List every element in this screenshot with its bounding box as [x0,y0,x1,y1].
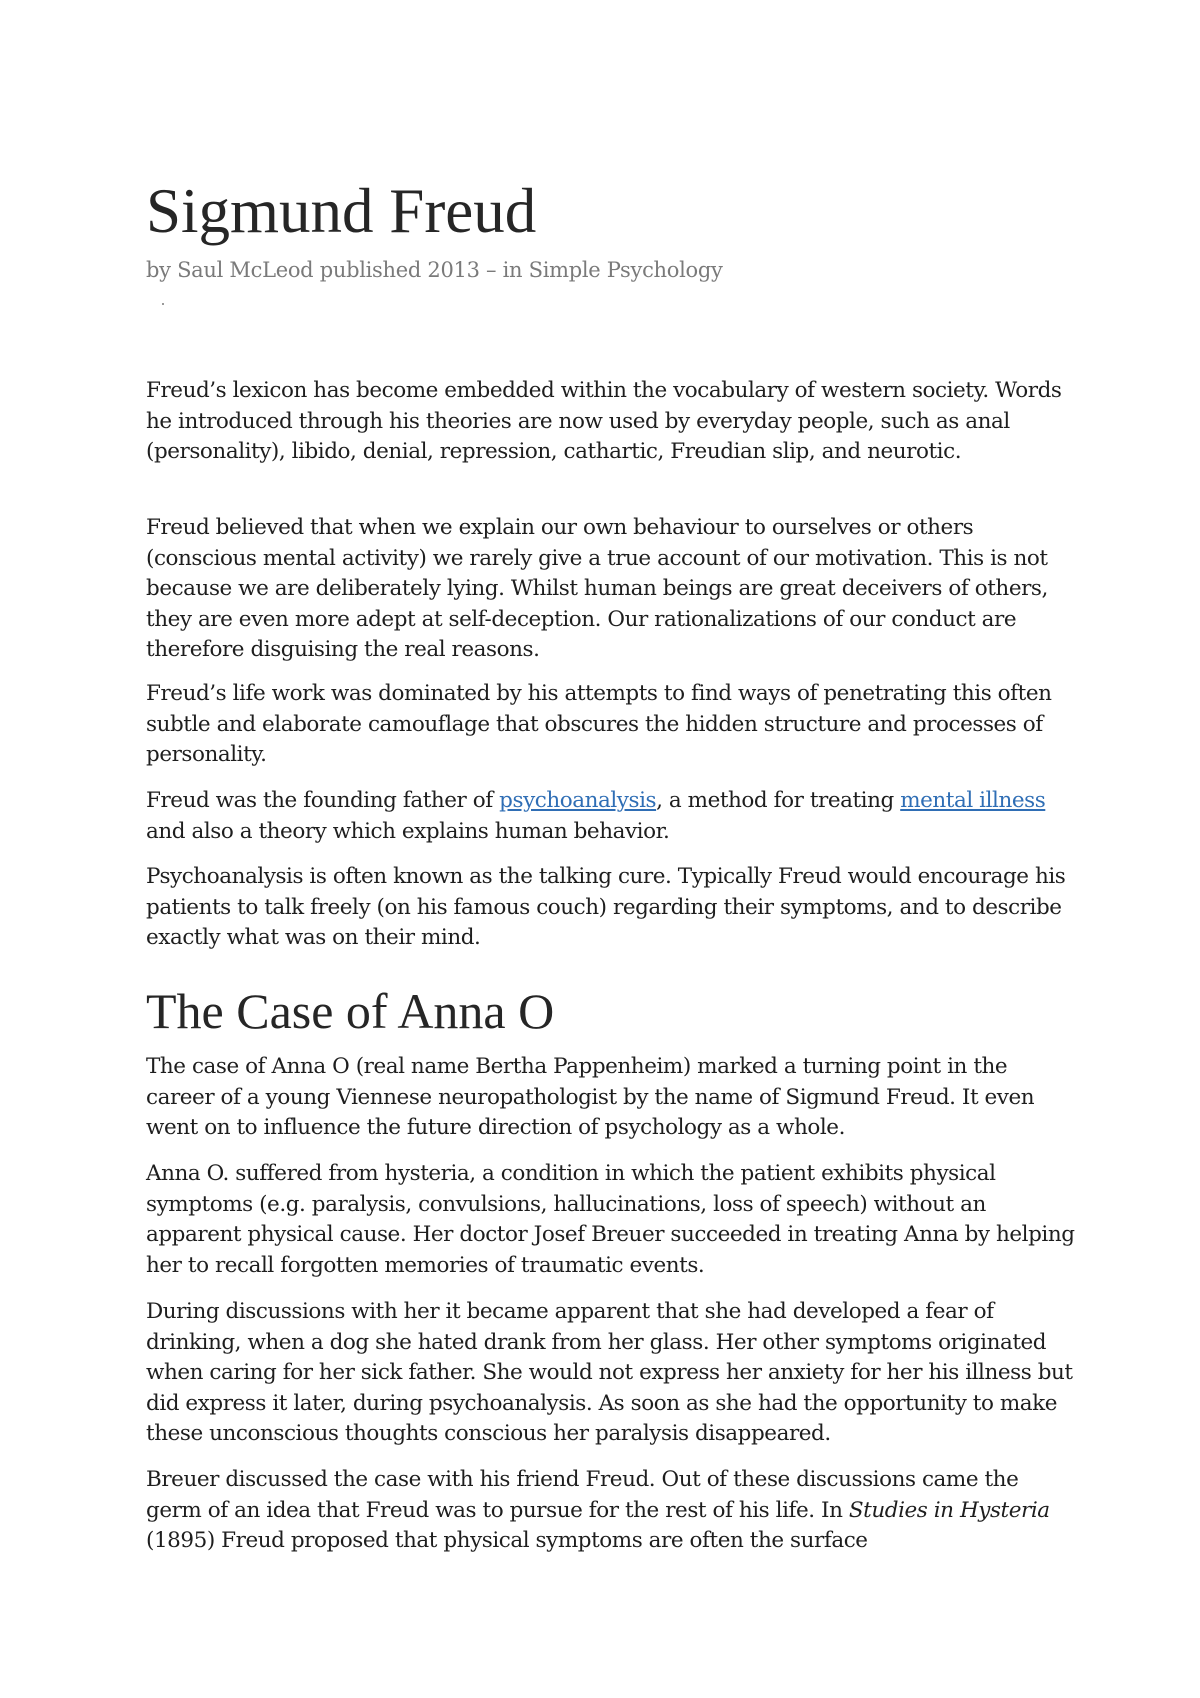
book-title: Studies in Hysteria [848,1497,1050,1523]
psychoanalysis-link[interactable]: psychoanalysis [499,788,657,813]
paragraph-life-work: Freud’s life work was dominated by his attempts to find ways of penetrating this often subtle and elaborate camouflage that obscures the hidden structure and processes of personality. [146,681,1052,767]
paragraph-talking-cure: Psychoanalysis is often known as the talking cure. Typically Freud would encourage his patients to talk freely (on his famous couch) regarding their symptoms, and to describe exactly what was on their mind. [146,864,1066,950]
stray-dot [162,303,164,305]
page-title: Sigmund Freud [146,176,537,246]
paragraph-founding-father [146,786,1076,847]
section-heading-anna-o: The Case of Anna O [146,983,555,1039]
paragraph-hysteria: Anna O. suffered from hysteria, a condition in which the patient exhibits physical symptoms (e.g. paralysis, convulsions, hallucinations, loss of speech) without an apparent physical cause. Her doctor Josef Breuer succeeded in treating Anna by helping her to recall forgotten memories of traumatic events. [146,1161,1075,1278]
paragraph-lexicon: Freud’s lexicon has become embedded within the vocabulary of western society. Words he introduced through his theories are now used by everyday people, such as anal (personality), libido, denial, repression, cathartic, Freudian slip, and neurotic. [146,378,1062,464]
paragraph-anna-o-case: The case of Anna O (real name Bertha Pappenheim) marked a turning point in the career of a young Viennese neuropathologist by the name of Sigmund Freud. It even went on to influence the future direction of psychology as a whole. [146,1054,1035,1140]
paragraph-text: Freud was the founding father of [146,788,500,813]
paragraph-text: , a method for treating [656,788,901,813]
paragraph-text: (1895) Freud proposed that physical symptoms are often the surface [146,1528,868,1553]
mental-illness-link[interactable]: mental illness [900,788,1046,813]
paragraph-text: and also a theory which explains human behavior. [146,818,670,844]
byline: by Saul McLeod published 2013 – in Simple Psychology [146,258,723,282]
paragraph-discussions: During discussions with her it became apparent that she had developed a fear of drinking, when a dog she hated drank from her glass. Her other symptoms originated when caring for her sick father. She would not express her anxiety for her his illness but did express it later, during psychoanalysis. As soon as she had the opportunity to make these unconscious thoughts conscious her paralysis disappeared. [146,1299,1073,1446]
paragraph-behaviour: Freud believed that when we explain our own behaviour to ourselves or others (conscious mental activity) we rarely give a true account of our motivation. This is not because we are deliberately lying. Whilst human beings are great deceivers of others, they are even more adept at self-deception. Our rationalizations of our conduct are therefore disguising the real reasons. [146,515,1048,662]
paragraph-breuer [146,1465,1076,1557]
paragraph-text: Breuer discussed the case with his friend Freud. Out of these discussions came the germ of an idea that Freud was to pursue for the rest of his life. In [146,1467,1019,1523]
